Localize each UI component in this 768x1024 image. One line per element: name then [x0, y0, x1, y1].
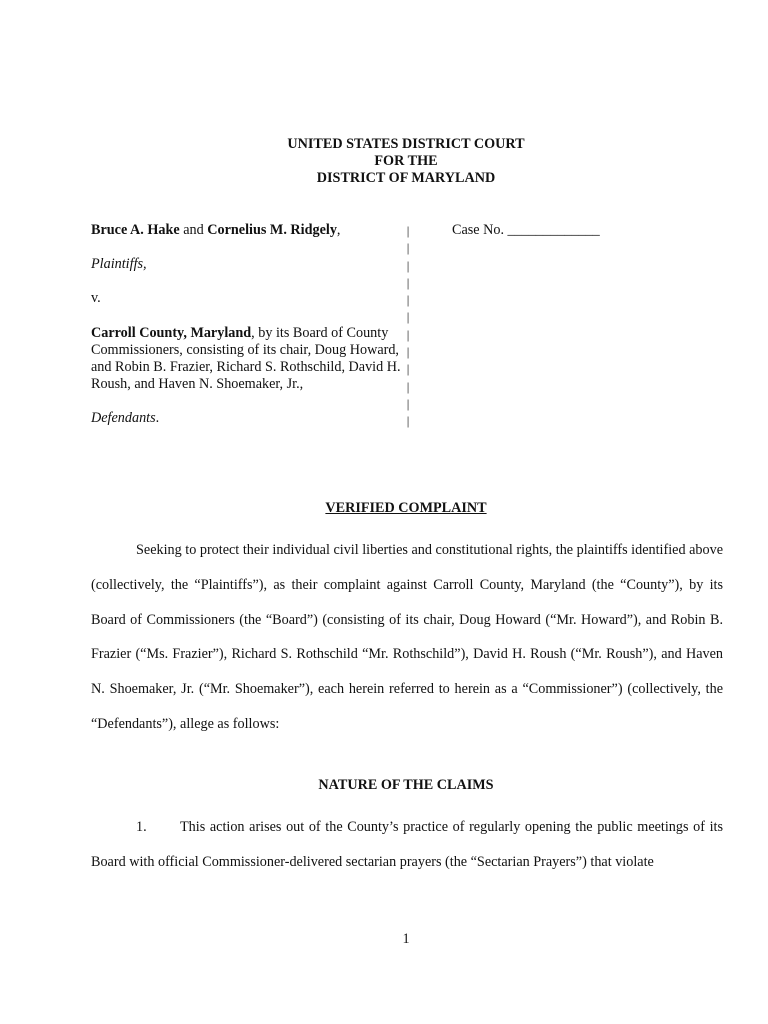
comma: ,	[336, 222, 341, 238]
divider-mark: |	[406, 257, 410, 273]
intro-paragraph: Seeking to protect their individual civil liberties and constitutional rights, the plaintiffs identified above (collectively, the “Plaintiffs”), as their complaint against Carroll County, Maryland (the “County”), by its Board of Commissioners (the “Board”) (consisting of its chair, Doug Howard (“Mr. Howard”), and Robin B. Frazier (“Ms. Frazier”), Richard S. Rothschild “Mr. Rothschild”), David H. Roush (“Mr. Roush”), and Haven N. Shoemaker, Jr. (“Mr. Shoemaker”), each herein referred to herein as a “Commissioner”) (collectively, the “Defendants”), allege as follows:	[91, 542, 723, 732]
case-caption-parties	[91, 222, 401, 428]
court-for-the: FOR THE	[374, 153, 438, 169]
defendants-label: Defendants.	[91, 410, 160, 427]
defendants-description	[91, 325, 401, 394]
document-title: VERIFIED COMPLAINT	[325, 500, 487, 516]
divider-mark: |	[406, 361, 410, 377]
page-number: 1	[402, 931, 410, 947]
court-district: DISTRICT OF MARYLAND	[316, 170, 496, 186]
court-name: UNITED STATES DISTRICT COURT	[287, 136, 525, 152]
divider-mark: |	[406, 309, 410, 325]
divider-mark: |	[406, 326, 410, 342]
divider-mark: |	[406, 240, 410, 256]
paragraph-1	[91, 810, 723, 880]
court-header	[0, 136, 768, 187]
caption-divider	[404, 222, 412, 430]
plaintiffs-label: Plaintiffs,	[91, 256, 147, 273]
divider-mark: |	[406, 378, 410, 394]
paragraph-number: 1.	[136, 819, 147, 835]
paragraph-text: This action arises out of the County’s practice of regularly opening the public meetings of its Board with official Commissioner-delivered sectarian prayers (the “Sectarian Prayers”) that violate	[91, 819, 723, 870]
plaintiffs-names	[91, 222, 401, 239]
divider-mark: |	[406, 395, 410, 411]
case-number: Case No. _____________	[452, 222, 600, 238]
and-word: and	[179, 222, 208, 238]
versus: v.	[91, 290, 101, 307]
divider-mark: |	[406, 274, 410, 290]
plaintiff-2-name: Cornelius M. Ridgely	[207, 222, 337, 238]
defendant-details: , by its Board of County Commissioners, consisting of its chair, Doug Howard, and Robin B. Frazier, Richard S. Rothschild, David H. Roush, and Haven N. Shoemaker, Jr.,	[91, 324, 401, 393]
plaintiff-1-name: Bruce A. Hake	[91, 222, 180, 238]
divider-mark: |	[406, 413, 410, 429]
section-title: NATURE OF THE CLAIMS	[318, 777, 494, 793]
defendant-name: Carroll County, Maryland	[91, 324, 252, 341]
divider-mark: |	[406, 292, 410, 308]
divider-mark: |	[406, 223, 410, 238]
divider-mark: |	[406, 344, 410, 360]
